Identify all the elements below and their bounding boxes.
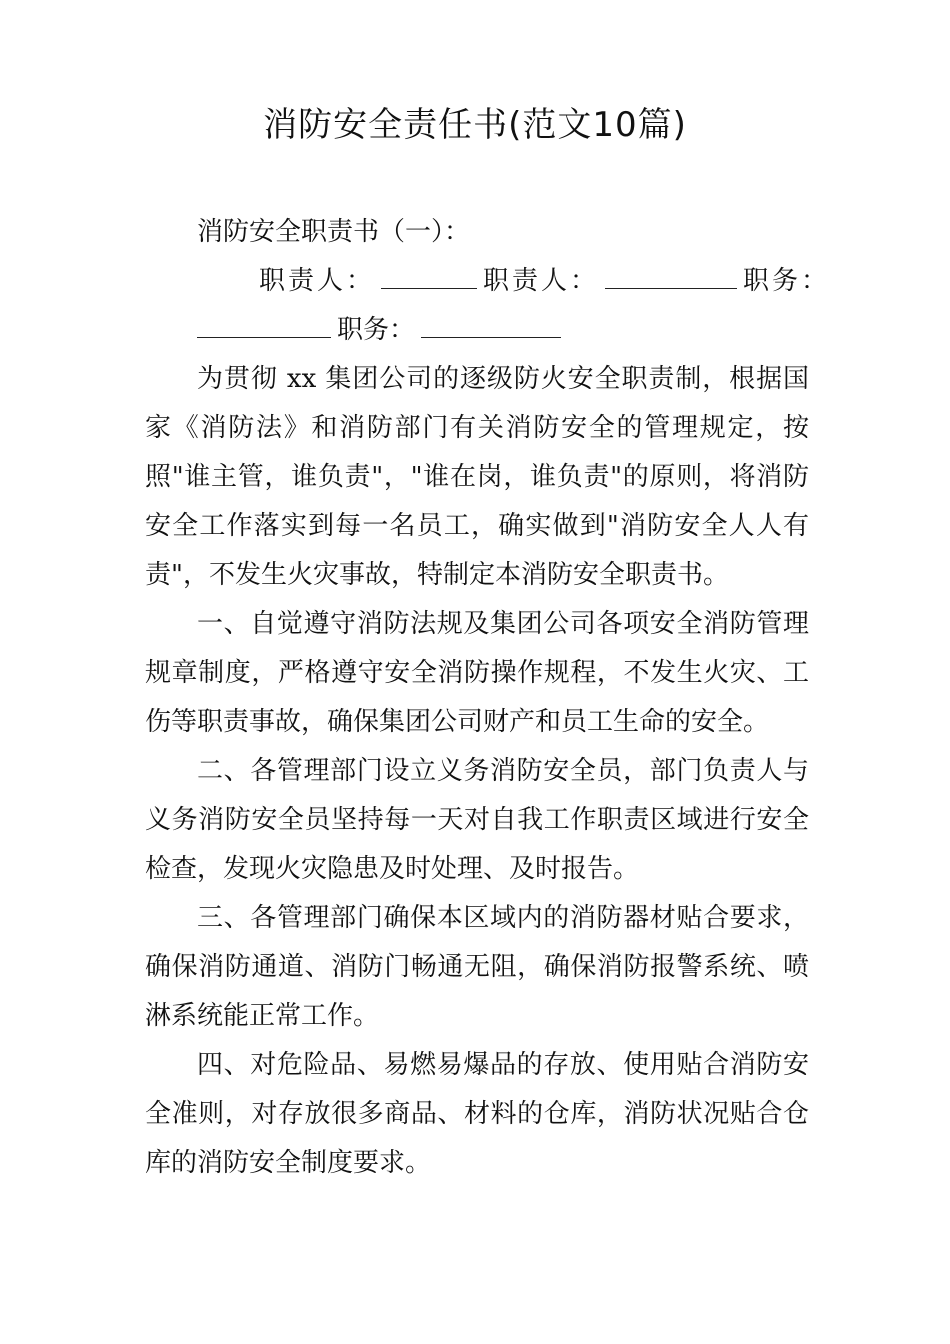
duty-blank-1: [197, 313, 331, 338]
document-body: [145, 208, 831, 1188]
person-blank-1: [381, 264, 477, 289]
person-label-2: 职责人：: [483, 266, 600, 296]
duty-label-2: 职务：: [337, 315, 416, 345]
person-label-1: 职责人：: [259, 266, 376, 296]
paragraph-item-3: 三、各管理部门确保本区域内的消防器材贴合要求，确保消防通道、消防门畅通无阻，确保消防报警系统、喷淋系统能正常工作。: [145, 903, 809, 1031]
person-blank-2: [605, 264, 737, 289]
section-heading: 消防安全职责书（一）：: [197, 217, 471, 247]
signature-line-1: [145, 257, 831, 306]
paragraph-item-4: 四、对危险品、易燃易爆品的存放、使用贴合消防安全准则，对存放很多商品、材料的仓库，消防状况贴合仓库的消防安全制度要求。: [145, 1050, 809, 1178]
duty-label-1: 职务：: [743, 266, 831, 296]
paragraph-item-1: 一、自觉遵守消防法规及集团公司各项安全消防管理规章制度，严格遵守安全消防操作规程，不发生火灾、工伤等职责事故，确保集团公司财产和员工生命的安全。: [145, 609, 809, 737]
paragraph-item-2: 二、各管理部门设立义务消防安全员，部门负责人与义务消防安全员坚持每一天对自我工作职责区域进行安全检查，发现火灾隐患及时处理、及时报告。: [145, 756, 809, 884]
signature-line-2: [145, 306, 809, 355]
document-title: 消防安全责任书(范文10篇): [263, 105, 687, 145]
duty-blank-2: [421, 313, 561, 338]
paragraph-intro: 为贯彻 xx 集团公司的逐级防火安全职责制，根据国家《消防法》和消防部门有关消防安全的管理规定，按照"谁主管，谁负责"，"谁在岗，谁负责"的原则，将消防安全工作落实到每一名员工，确实做到"消防安全人人有责"，不发生火灾事故，特制定本消防安全职责书。: [145, 364, 809, 590]
